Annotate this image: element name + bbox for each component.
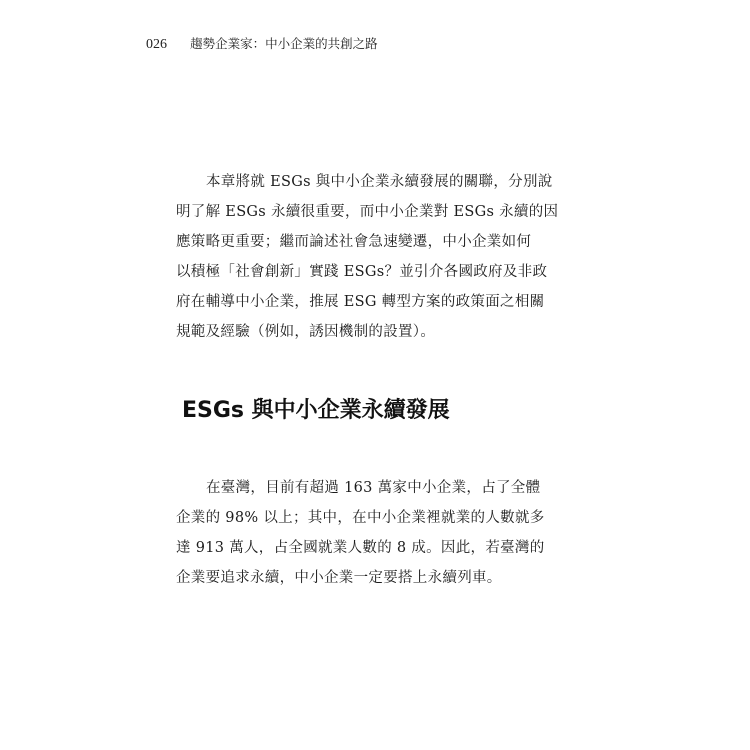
section-paragraph	[176, 473, 576, 593]
section-heading: ESGs 與中小企業永續發展	[182, 398, 450, 423]
intro-line: 以積極「社會創新」實踐 ESGs？並引介各國政府及非政	[176, 264, 548, 280]
book-title: 趨勢企業家：中小企業的共創之路	[190, 36, 378, 51]
intro-line: 規範及經驗（例如，誘因機制的設置）。	[176, 324, 436, 340]
section-line: 企業要追求永續，中小企業一定要搭上永續列車。	[176, 570, 502, 586]
running-head	[146, 34, 378, 53]
intro-line: 明了解 ESGs 永續很重要，而中小企業對 ESGs 永續的因	[176, 204, 559, 220]
intro-line: 本章將就 ESGs 與中小企業永續發展的關聯，分別說	[206, 174, 553, 190]
intro-paragraph	[176, 167, 576, 347]
section-line: 企業的 98% 以上；其中，在中小企業裡就業的人數就多	[176, 510, 545, 526]
section-line: 在臺灣，目前有超過 163 萬家中小企業，占了全體	[206, 480, 541, 496]
page-number: 026	[146, 37, 167, 52]
intro-line: 府在輔導中小企業，推展 ESG 轉型方案的政策面之相關	[176, 294, 545, 310]
section-line: 達 913 萬人，占全國就業人數的 8 成。因此，若臺灣的	[176, 540, 545, 556]
intro-line: 應策略更重要；繼而論述社會急速變遷，中小企業如何	[176, 234, 532, 250]
